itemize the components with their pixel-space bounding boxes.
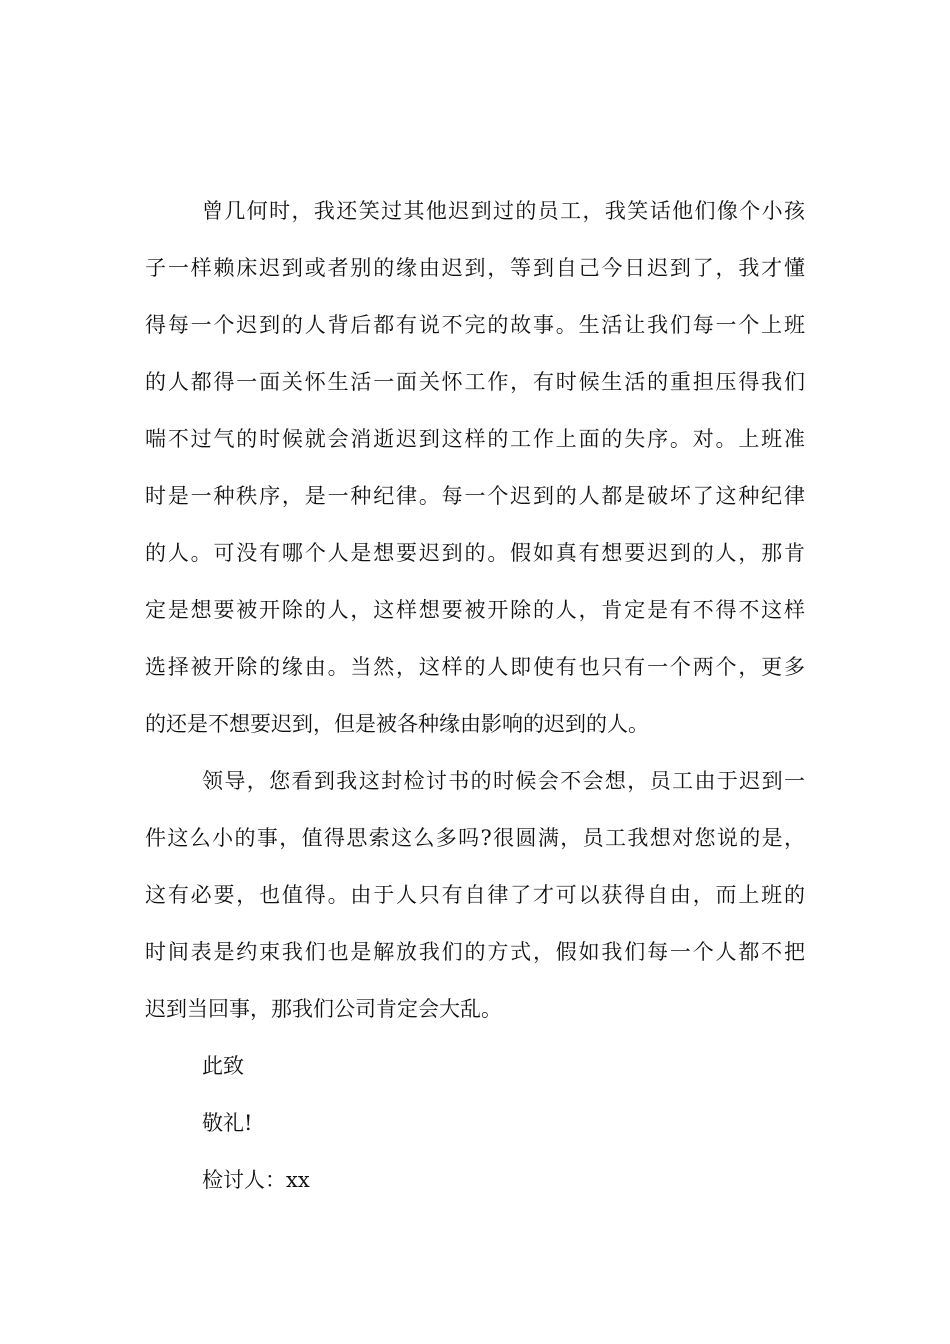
paragraph-line: 曾几何时，我还笑过其他迟到过的员工，我笑话他们像个小孩 bbox=[202, 199, 805, 223]
signature-line: 检讨人：xx bbox=[202, 1168, 310, 1192]
closing-salutation: 此致 bbox=[202, 1054, 244, 1078]
closing-regards: 敬礼! bbox=[202, 1111, 253, 1135]
paragraph-line: 定是想要被开除的人，这样想要被开除的人，肯定是有不得不这样 bbox=[145, 598, 805, 622]
paragraph-line: 时间表是约束我们也是解放我们的方式，假如我们每一个人都不把 bbox=[145, 940, 805, 964]
paragraph-line: 件这么小的事，值得思索这么多吗?很圆满，员工我想对您说的是， bbox=[145, 826, 805, 850]
paragraph-line: 选择被开除的缘由。当然，这样的人即使有也只有一个两个，更多 bbox=[145, 655, 805, 679]
paragraph-line: 迟到当回事，那我们公司肯定会大乱。 bbox=[145, 997, 502, 1021]
paragraph-line: 子一样赖床迟到或者别的缘由迟到，等到自己今日迟到了，我才懂 bbox=[145, 256, 805, 280]
paragraph-line: 这有必要，也值得。由于人只有自律了才可以获得自由，而上班的 bbox=[145, 883, 805, 907]
paragraph-line: 的人都得一面关怀生活一面关怀工作，有时候生活的重担压得我们 bbox=[145, 370, 805, 394]
paragraph-line: 领导，您看到我这封检讨书的时候会不会想，员工由于迟到一 bbox=[202, 769, 805, 793]
paragraph-line: 得每一个迟到的人背后都有说不完的故事。生活让我们每一个上班 bbox=[145, 313, 805, 337]
paragraph-line: 时是一种秩序，是一种纪律。每一个迟到的人都是破坏了这种纪律 bbox=[145, 484, 805, 508]
paragraph-line: 的还是不想要迟到，但是被各种缘由影响的迟到的人。 bbox=[145, 712, 649, 736]
paragraph-line: 的人。可没有哪个人是想要迟到的。假如真有想要迟到的人，那肯 bbox=[145, 541, 805, 565]
paragraph-line: 喘不过气的时候就会消逝迟到这样的工作上面的失序。对。上班准 bbox=[145, 427, 805, 451]
